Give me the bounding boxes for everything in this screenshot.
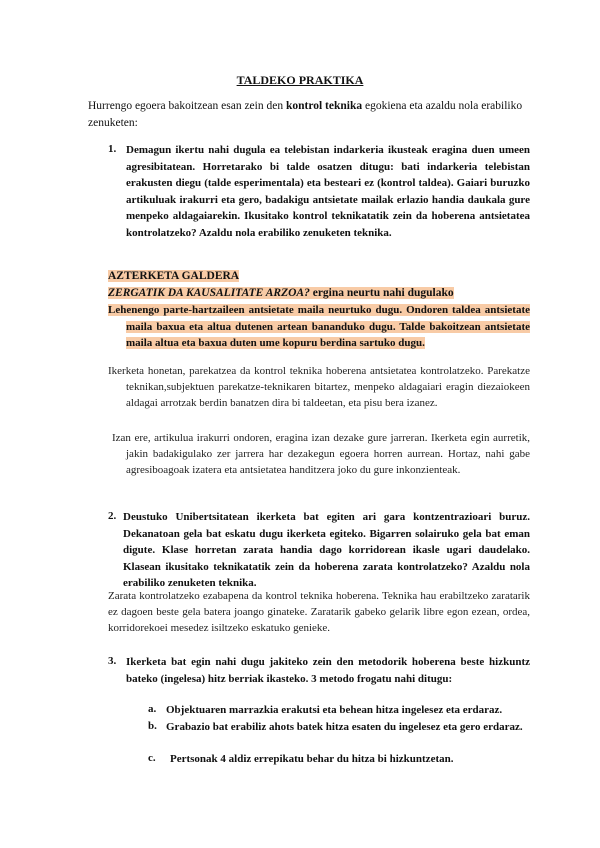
option-c-text: Pertsonak 4 aldiz errepikatu behar du hitza bi hizkuntzetan.	[170, 753, 454, 765]
question-3-text: Ikerketa bat egin nahi dugu jakiteko zein den metodorik hoberena beste hizkuntz bateko (ingelesa) hitz berriak ikasteko. 3 metodo frogatu nahi ditugu:	[126, 656, 530, 685]
option-a-text: Objektuaren marrazkia erakutsi eta behean hitza ingelesez eta erdaraz.	[166, 704, 503, 716]
answer-1-bold-paragraph	[108, 302, 530, 352]
exam-question-heading: AZTERKETA GALDERA	[108, 270, 240, 282]
question-3-number: 3.	[108, 655, 117, 667]
option-c-letter: c.	[148, 752, 156, 764]
highlighted-paragraph: Lehenengo parte-hartzaileen antsietate maila neurtuko dugu. Ondoren taldea antsietate maila baxua eta altua dutenen artean bananduko dugu. Talde bakoitzean antsietate maila altua eta baxua duten ume kopuru berdina sartuko dugu.	[108, 304, 530, 349]
intro-text-start: Hurrengo egoera bakoitzean esan zein den	[88, 100, 286, 112]
intro-paragraph	[88, 98, 528, 132]
intro-text-end: egokiena eta azaldu nola erabiliko zenuketen:	[88, 100, 523, 129]
answer-1-paragraph-1: Ikerketa honetan, parekatzea da kontrol teknika hoberena antsietatea kontrolatzeko. Parekatze teknikan,subjektuen parekatze-teknikaren bitartez, menpeko aldagaiari eragin diezaiokeen aldagai arrotzak berdin banatzen dira bi taldeetan, eta pisu bera izanez.	[108, 365, 530, 409]
option-b-text: Grabazio bat erabiliz ahots batek hitza esaten du ingelesez eta gero erdaraz.	[166, 721, 523, 733]
question-1-text: Demagun ikertu nahi dugula ea telebistan indarkeria ikusteak eragina duen umeen agresibitatean. Horretarako bi talde osatzen ditugu: bati indarkeria telebistan erakusten diegu (talde esperimentala) eta besteari ez (kontrol taldea). Gaiari buruzko artikuluak irakurri eta gero, badakigu antsietate mailak erlazio handia daukala gure menpeko aldagaiarekin. Ikusitako kontrol teknikatatik zein da hoberena antsietatea kontrolatzeko? Azaldu nola erabiliko zenuketen teknika.	[126, 144, 530, 239]
page-title: TALDEKO PRAKTIKA	[236, 73, 364, 87]
causality-heading-answer: ergina neurtu nahi dugulako	[309, 287, 454, 299]
answer-2-paragraph: Zarata kontrolatzeko ezabapena da kontrol teknika hoberena. Teknika hau erabiltzeko zaratarik ez dagoen beste gela batera joango ginateke. Zaratarik gabeko gelarik libre egon ezean, ordea, korridorekoei mesedez isiltzeko eskatuko genieke.	[108, 590, 530, 634]
answer-1-paragraph-2: Izan ere, artikulua irakurri ondoren, eragina izan dezake gure jarreran. Ikerketa egin aurretik, jakin badakigulako zer jarrera har dezakegun egoera horren aurrean. Hortaz, nahi gabe agresiboagoak izatera eta antsietatea handitzera joko du gure inkonzienteak.	[112, 432, 530, 476]
intro-bold-term: kontrol teknika	[285, 100, 363, 112]
causality-heading-question: ZERGATIK DA KAUSALITATE ARZOA?	[108, 287, 310, 299]
question-2-text: Deustuko Unibertsitatean ikerketa bat egiten ari gara kontzentrazioari buruz. Dekanatoan gela bat eskatu dugu ikerketa egiteko. Bigarren solairuko gela bat eman digute. Klase horretan zarata handia dago korridorean ikasle ugari daudelako. Klasean ikusitako teknikatatik zein da hoberena zarata kontrolatzeko? Azaldu nola erabiliko zenuketen teknika.	[123, 511, 530, 589]
question-1-number: 1.	[108, 143, 117, 155]
causality-heading	[108, 287, 454, 299]
answer-1	[108, 268, 530, 302]
option-a-letter: a.	[148, 703, 157, 715]
option-b-letter: b.	[148, 720, 157, 732]
question-2-number: 2.	[108, 510, 117, 522]
